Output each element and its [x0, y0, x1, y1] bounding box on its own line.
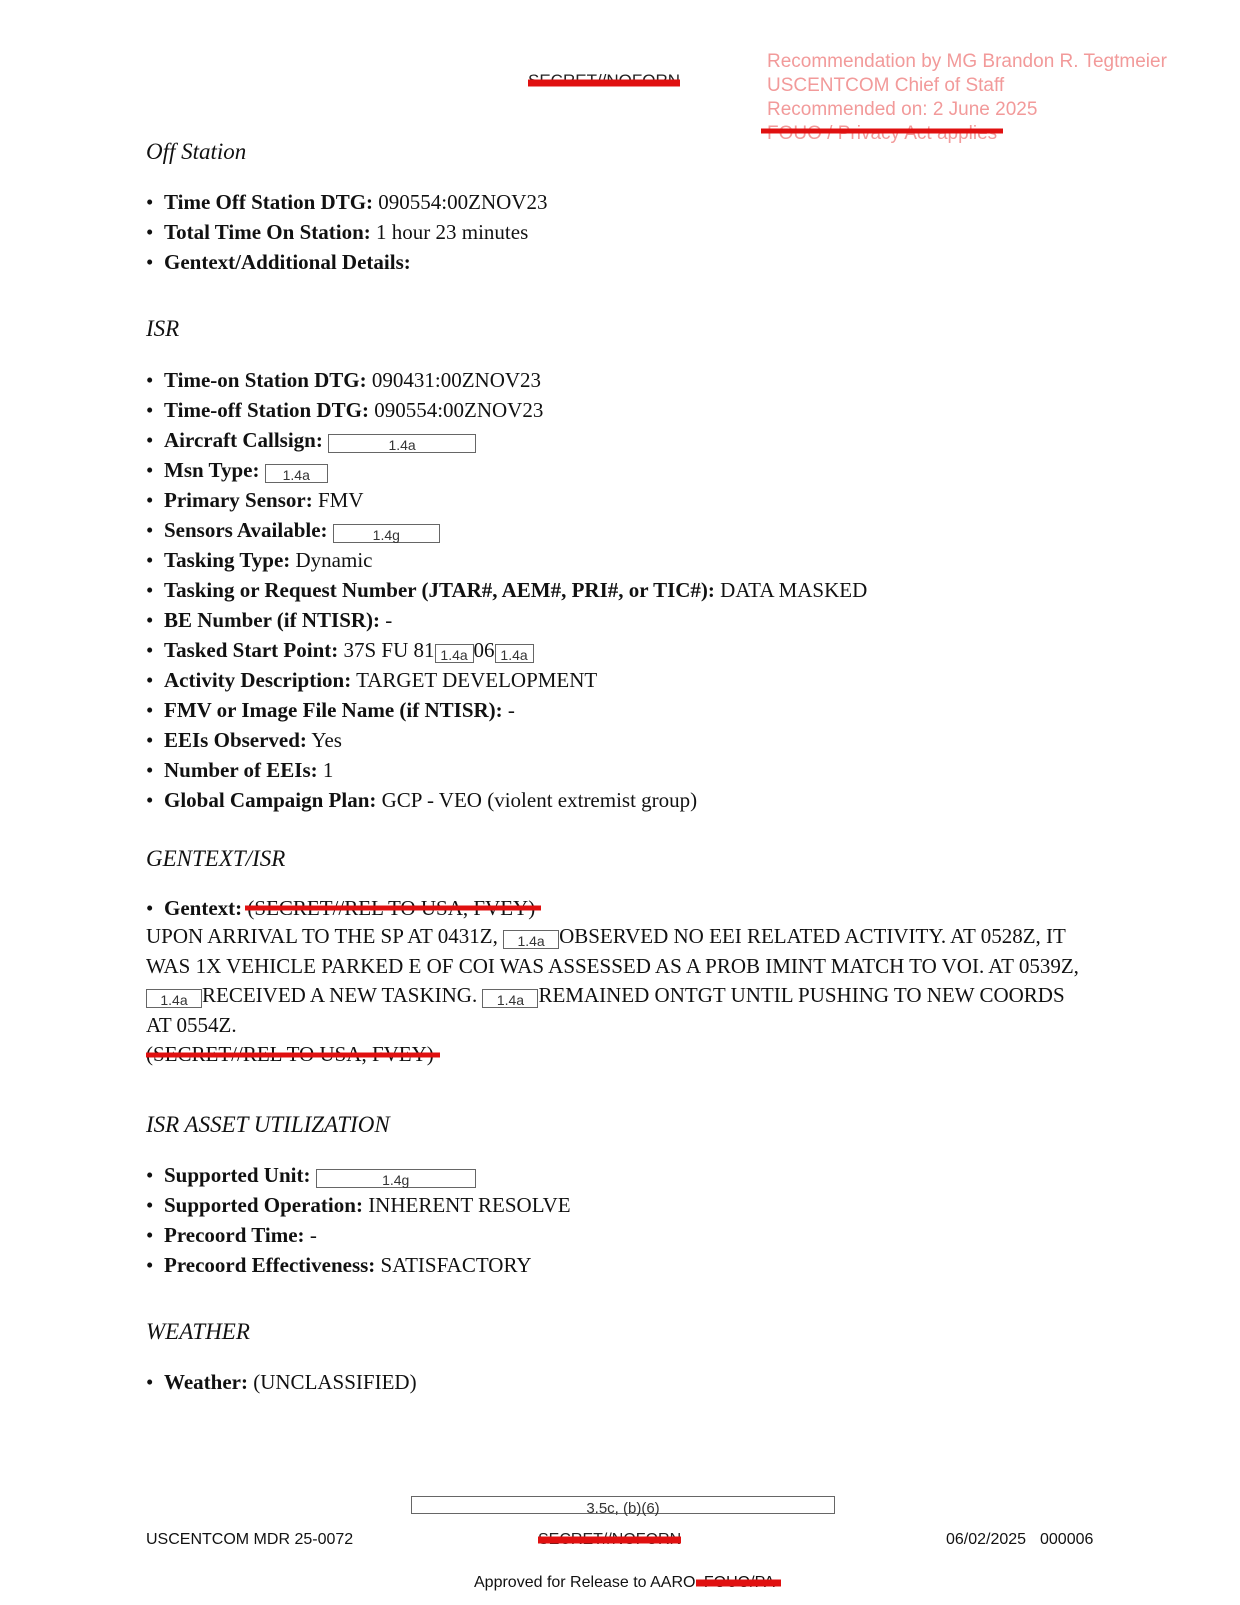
list-item	[146, 247, 547, 277]
item-value: 1	[317, 758, 334, 782]
item-value: -	[304, 1223, 317, 1247]
list-item	[146, 665, 867, 695]
section-title-off-station: Off Station	[146, 139, 247, 164]
item-label: Supported Unit:	[164, 1163, 311, 1187]
gentext-paragraph	[146, 922, 1086, 1070]
item-label: Tasked Start Point:	[164, 638, 339, 662]
item-value: TARGET DEVELOPMENT	[351, 668, 598, 692]
header-classification	[528, 71, 680, 91]
item-value: 090554:00ZNOV23	[368, 398, 544, 422]
section-title-weather: WEATHER	[146, 1319, 250, 1344]
item-value: -	[502, 698, 515, 722]
gentext-list	[146, 893, 535, 923]
redaction-box: 1.4a	[328, 434, 476, 453]
gentext-text: UPON ARRIVAL TO THE SP AT 0431Z,	[146, 924, 498, 948]
list-item	[146, 1367, 417, 1397]
redaction-box: 1.4g	[316, 1169, 476, 1188]
footer-date: 06/02/2025	[946, 1531, 1027, 1548]
item-label: Supported Operation:	[164, 1193, 363, 1217]
item-value: 090431:00ZNOV23	[366, 368, 542, 392]
redaction-box: 1.4g	[333, 524, 440, 543]
redaction-box: 1.4a	[503, 930, 559, 949]
redaction-strike	[538, 1537, 681, 1544]
list-item	[146, 485, 867, 515]
item-value: FMV	[312, 488, 364, 512]
redaction-strike	[528, 79, 680, 86]
redaction-box: 1.4a	[495, 644, 534, 663]
item-label: Activity Description:	[164, 668, 352, 692]
list-item	[146, 695, 867, 725]
gentext-text: RECEIVED A NEW TASKING.	[202, 983, 478, 1007]
list-item	[146, 755, 867, 785]
redaction-box: 1.4a	[482, 989, 538, 1008]
item-value: Yes	[306, 728, 342, 752]
list-item	[146, 1220, 571, 1250]
footer-redaction-box	[411, 1496, 835, 1517]
item-value: SATISFACTORY	[375, 1253, 532, 1277]
redaction-box: 1.4a	[146, 989, 202, 1008]
section-title-isr: ISR	[146, 316, 180, 341]
asset-utilization-list	[146, 1160, 571, 1280]
item-value: GCP - VEO (violent extremist group)	[376, 788, 698, 812]
item-label: Weather:	[164, 1370, 248, 1394]
list-item	[146, 187, 547, 217]
item-label: Primary Sensor:	[164, 488, 313, 512]
item-label: Global Campaign Plan:	[164, 788, 377, 812]
footer-release-text: Approved for Release to AARO	[474, 1574, 696, 1591]
item-label: Total Time On Station:	[164, 220, 371, 244]
item-label: FMV or Image File Name (if NTISR):	[164, 698, 503, 722]
isr-list	[146, 365, 867, 815]
weather-list	[146, 1367, 417, 1397]
list-item	[146, 575, 867, 605]
item-value: DATA MASKED	[714, 578, 868, 602]
item-label: Time Off Station DTG:	[164, 190, 374, 214]
list-item	[146, 1250, 571, 1280]
item-label: Time-off Station DTG:	[164, 398, 369, 422]
section-title-gentext-isr: GENTEXT/ISR	[146, 846, 286, 871]
list-item	[146, 365, 867, 395]
footer-doc-id: USCENTCOM MDR 25-0072	[146, 1531, 354, 1548]
gentext-text: REMAINED ONTGT UNTIL PUSHING TO NEW COORDS AT 0554Z.	[146, 983, 1065, 1037]
item-label: Precoord Effectiveness:	[164, 1253, 376, 1277]
list-item	[146, 545, 867, 575]
list-item	[146, 725, 867, 755]
recommendation-line: Recommended on: 2 June 2025	[767, 99, 1038, 120]
redaction-strike	[696, 1580, 781, 1587]
list-item	[146, 635, 867, 665]
redaction-box: 1.4a	[435, 644, 474, 663]
footer-page-number: 000006	[1040, 1531, 1094, 1548]
list-item	[146, 1160, 571, 1190]
item-label: Msn Type:	[164, 458, 260, 482]
section-title-asset-utilization: ISR ASSET UTILIZATION	[146, 1112, 390, 1137]
item-value: INHERENT RESOLVE	[362, 1193, 571, 1217]
list-item	[146, 217, 547, 247]
recommendation-stamp	[767, 50, 1167, 146]
redaction-box: 1.4a	[265, 464, 328, 483]
item-label: Aircraft Callsign:	[164, 428, 323, 452]
list-item	[146, 425, 867, 455]
list-item	[146, 893, 535, 923]
redaction-strike	[245, 906, 541, 911]
footer-classification	[538, 1531, 681, 1549]
item-value: Dynamic	[290, 548, 373, 572]
redaction-strike	[146, 1052, 440, 1057]
footer-redaction-label: 3.5c, (b)(6)	[586, 1500, 660, 1517]
redaction-strike	[761, 129, 1003, 134]
item-label: Time-on Station DTG:	[164, 368, 367, 392]
recommendation-line: Recommendation by MG Brandon R. Tegtmeier	[767, 51, 1167, 72]
item-label: Tasking or Request Number (JTAR#, AEM#, PRI#, or TIC#):	[164, 578, 715, 602]
item-label: Sensors Available:	[164, 518, 328, 542]
item-value: -	[380, 608, 393, 632]
item-value: 06	[473, 638, 495, 662]
item-label: Gentext:	[164, 896, 243, 920]
list-item	[146, 395, 867, 425]
item-value: 37S FU 81	[338, 638, 435, 662]
list-item	[146, 605, 867, 635]
list-item	[146, 515, 867, 545]
off-station-list	[146, 187, 547, 277]
item-label: Number of EEIs:	[164, 758, 318, 782]
list-item	[146, 455, 867, 485]
item-value: (UNCLASSIFIED)	[247, 1370, 417, 1394]
item-label: Precoord Time:	[164, 1223, 305, 1247]
item-label: Gentext/Additional Details:	[164, 250, 411, 274]
item-value: 1 hour 23 minutes	[370, 220, 529, 244]
item-label: BE Number (if NTISR):	[164, 608, 381, 632]
gentext-text: OBSERVED NO EEI RELATED ACTIVITY. AT 0528Z, IT WAS 1X VEHICLE PARKED E OF COI WAS ASSESSED AS A PROB IMINT MATCH TO VOI. AT 0539Z,	[146, 924, 1079, 978]
item-label: Tasking Type:	[164, 548, 291, 572]
list-item	[146, 1190, 571, 1220]
list-item	[146, 785, 867, 815]
item-value: 090554:00ZNOV23	[373, 190, 548, 214]
item-label: EEIs Observed:	[164, 728, 307, 752]
recommendation-line: USCENTCOM Chief of Staff	[767, 75, 1005, 96]
footer-release	[474, 1574, 775, 1592]
